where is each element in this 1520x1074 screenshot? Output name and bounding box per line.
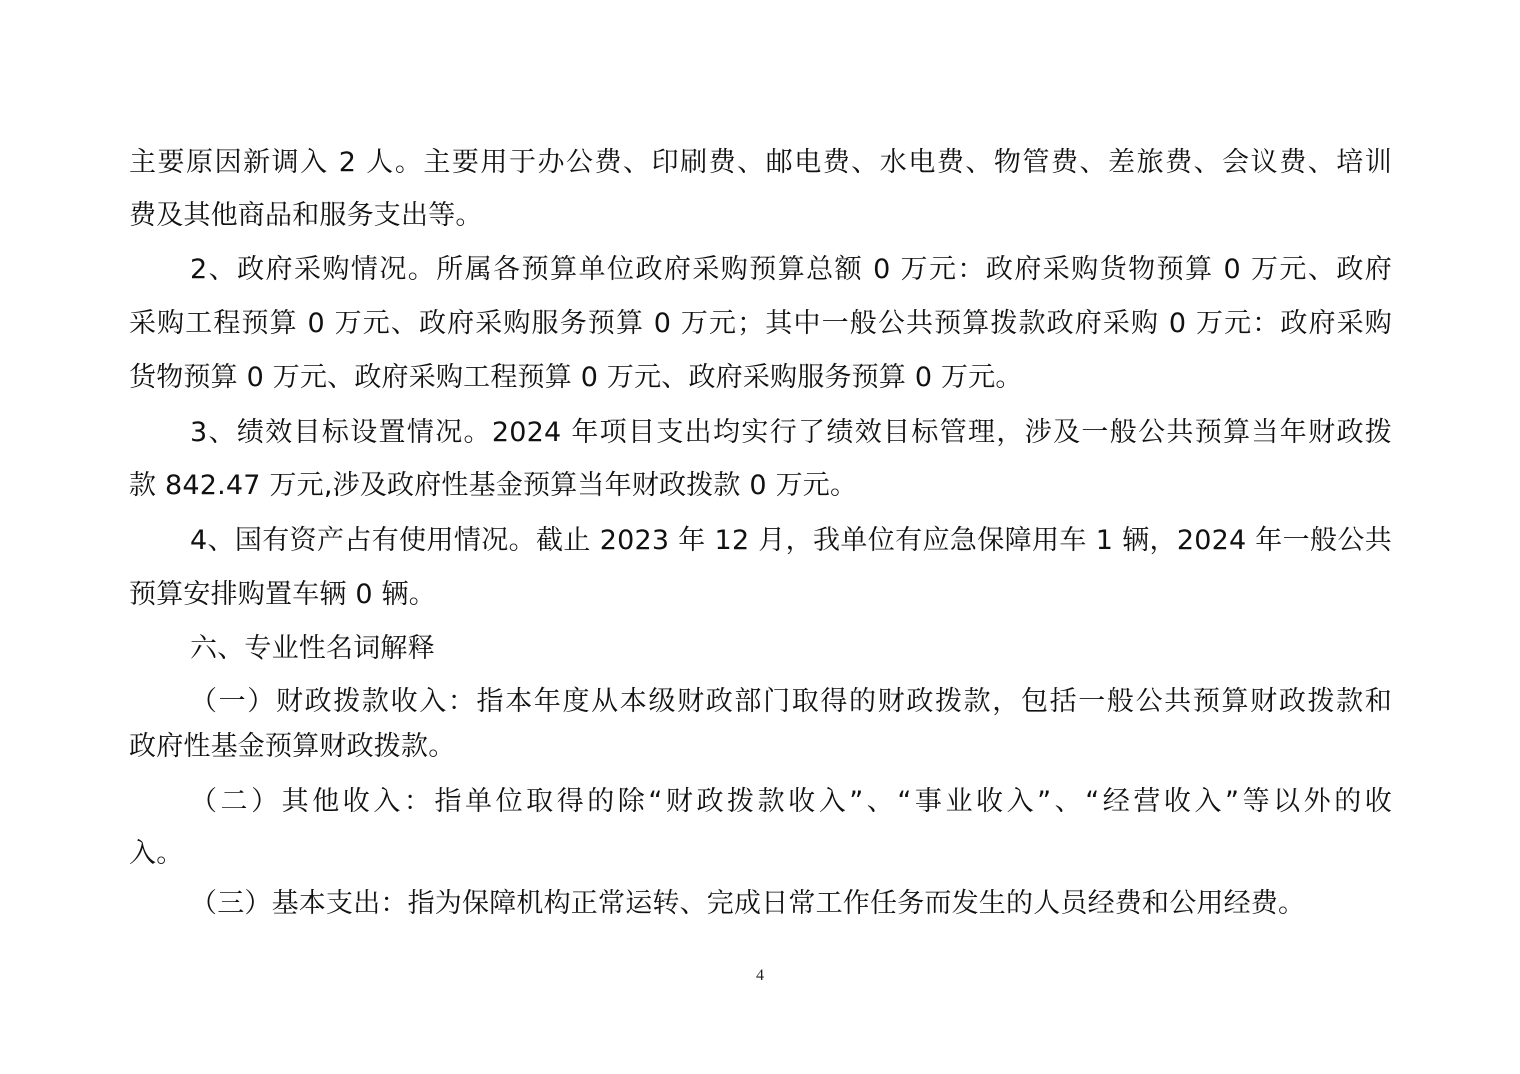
paragraph-line: （三）基本支出：指为保障机构正常运转、完成日常工作任务而发生的人员经费和公用经费。 — [190, 888, 1306, 919]
paragraph-line: 2、政府采购情况。所属各预算单位政府采购预算总额 0 万元：政府采购货物预算 0 万元、政府 — [190, 254, 1392, 285]
section-heading: 六、专业性名词解释 — [190, 633, 435, 664]
paragraph-line: 费及其他商品和服务支出等。 — [129, 200, 483, 231]
paragraph-line: 4、国有资产占有使用情况。截止 2023 年 12 月，我单位有应急保障用车 1 辆，2024 年一般公共 — [190, 525, 1392, 556]
paragraph-line: （二）其他收入：指单位取得的除“财政拨款收入”、“事业收入”、“经营收入”等以外的收 — [190, 786, 1392, 817]
page-number: 4 — [756, 967, 764, 984]
paragraph-line: 款 842.47 万元,涉及政府性基金预算当年财政拨款 0 万元。 — [129, 470, 858, 501]
paragraph-line: 预算安排购置车辆 0 辆。 — [129, 579, 436, 610]
paragraph-line: 3、绩效目标设置情况。2024 年项目支出均实行了绩效目标管理，涉及一般公共预算当年财政拨 — [190, 417, 1392, 448]
paragraph-line: 入。 — [129, 838, 184, 869]
paragraph-line: 主要原因新调入 2 人。主要用于办公费、印刷费、邮电费、水电费、物管费、差旅费、会议费、培训 — [129, 147, 1392, 178]
paragraph-line: 政府性基金预算财政拨款。 — [129, 731, 456, 762]
paragraph-line: 货物预算 0 万元、政府采购工程预算 0 万元、政府采购服务预算 0 万元。 — [129, 362, 1023, 393]
paragraph-line: 采购工程预算 0 万元、政府采购服务预算 0 万元；其中一般公共预算拨款政府采购 0 万元：政府采购 — [129, 308, 1392, 339]
paragraph-line: （一）财政拨款收入：指本年度从本级财政部门取得的财政拨款，包括一般公共预算财政拨款和 — [190, 686, 1392, 717]
